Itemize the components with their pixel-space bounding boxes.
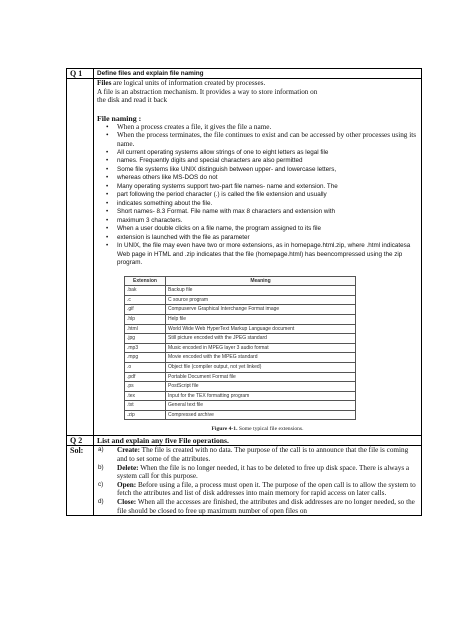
bullet-item: • whereas others like MS-DOS do not — [97, 174, 418, 183]
list-marker: b) — [98, 463, 104, 471]
q1-answer-row — [67, 79, 422, 436]
meaning-cell: C source program — [166, 295, 356, 305]
extension-cell: .html — [125, 324, 166, 334]
extension-cell: .hlp — [125, 314, 166, 324]
meaning-cell: Help file — [166, 314, 356, 324]
operation-description: The file is created with no data. The purpose of the call is to announce that the file is coming and to set some of the attributes. — [117, 446, 409, 464]
q2-answer-row — [67, 446, 422, 516]
bullet-item: • When the process terminates, the file continues to exist and can be accessed by other processes using its name. — [97, 131, 418, 148]
extension-cell: .mp3 — [125, 343, 166, 353]
table-row — [125, 305, 356, 315]
extension-cell: .jpg — [125, 334, 166, 344]
operation-description: When all the accesses are finished, the attributes and disk addresses are no longer needed, so the file should be closed to free up maximum number of open files on — [117, 498, 415, 515]
q2-question: List and explain any five File operations. — [94, 436, 422, 446]
extension-column-header: Extension — [125, 276, 166, 286]
sol-label: Sol: — [67, 446, 94, 516]
figure-caption — [97, 426, 418, 432]
table-row — [125, 343, 356, 353]
meaning-cell: Portable Document Format file — [166, 372, 356, 382]
table-row — [125, 334, 356, 344]
q1-header-row — [67, 69, 422, 79]
file-naming-list — [97, 123, 418, 268]
meaning-cell: General text file — [166, 401, 356, 411]
bullet-item: • Short names- 8.3 Format. File name with max 8 characters and extension with — [97, 208, 418, 217]
file-naming-heading: File naming : — [97, 113, 142, 123]
files-definition — [97, 79, 418, 88]
table-row — [125, 314, 356, 324]
bullet-item: • part following the period character (.) is called the file extension and usually — [97, 191, 418, 200]
figure-label: Figure 4-1. — [211, 426, 238, 433]
operation-description: Before using a file, a process must open it. The purpose of the open call is to allow the system to fetch the attributes and list of disk addresses into main memory for rapid access on later calls. — [117, 480, 416, 498]
list-marker: d) — [98, 498, 104, 506]
meaning-cell: Compressed archive — [166, 410, 356, 420]
q1-number: Q 1 — [67, 69, 94, 79]
bullet-item: • When a user double clicks on a file name, the program assigned to its file — [97, 225, 418, 234]
bullet-item: • Many operating systems support two-part file names- name and extension. The — [97, 183, 418, 192]
bullet-item: • When a process creates a file, it gives the file a name. — [97, 123, 418, 132]
file-operations-list — [97, 446, 418, 515]
extension-table-body — [125, 286, 356, 420]
extension-cell: .tex — [125, 391, 166, 401]
extension-cell: .mpg — [125, 353, 166, 363]
q1-number-spacer — [67, 79, 94, 436]
figure-caption-text: Some typical file extensions. — [237, 426, 304, 433]
operation-term: Close: — [117, 498, 137, 507]
table-row — [125, 324, 356, 334]
extension-table-header — [125, 276, 356, 286]
files-def-text: are logical units of information created by processes. — [111, 79, 266, 87]
table-row — [125, 401, 356, 411]
extension-cell: .o — [125, 362, 166, 372]
table-row — [125, 391, 356, 401]
meaning-cell: Music encoded in MPEG layer 3 audio format — [166, 343, 356, 353]
bullet-item: • In UNIX, the file may even have two or more extensions, as in homepage.html.zip, where .html indicatesa Web page in HTML and .zip indicates that the file (homepage.html) has beencompressed using the zip program. — [97, 242, 418, 268]
extension-cell: .txt — [125, 401, 166, 411]
extension-cell: .ps — [125, 382, 166, 392]
q1-answer — [94, 79, 422, 436]
operation-term: Create: — [117, 446, 141, 455]
list-item — [97, 481, 418, 498]
operation-description: When the file is no longer needed, it has to be deleted to free up disk space. There is always a system call for this purpose. — [117, 463, 410, 481]
document-page — [66, 68, 422, 516]
meaning-cell: Still picture encoded with the JPEG standard — [166, 334, 356, 344]
table-row — [125, 362, 356, 372]
list-item — [97, 446, 418, 463]
extension-table — [124, 276, 356, 421]
q1-question: Define files and explain file naming — [94, 69, 422, 79]
meaning-cell: PostScript file — [166, 382, 356, 392]
meaning-cell: Movie encoded with the MPEG standard — [166, 353, 356, 363]
table-row — [125, 295, 356, 305]
meaning-cell: Input for the TEX formatting program — [166, 391, 356, 401]
extension-cell: .zip — [125, 410, 166, 420]
q2-header-row — [67, 436, 422, 446]
bullet-item: • names. Frequently digits and special characters are also permitted — [97, 157, 418, 166]
extension-cell: .bak — [125, 286, 166, 296]
list-item — [97, 498, 418, 515]
bullet-item: • maximum 3 characters. — [97, 217, 418, 226]
list-marker: c) — [98, 480, 104, 488]
meaning-column-header: Meaning — [166, 276, 356, 286]
table-row — [125, 372, 356, 382]
operation-term: Open: — [117, 480, 137, 489]
extension-figure — [124, 276, 418, 421]
list-item — [97, 464, 418, 481]
bullet-item: • indicates something about the file. — [97, 200, 418, 209]
bullet-item: • Some file systems like UNIX distinguish between upper- and lowercase letters, — [97, 166, 418, 175]
meaning-cell: Backup file — [166, 286, 356, 296]
table-row — [125, 410, 356, 420]
extension-cell: .gif — [125, 305, 166, 315]
meaning-cell: Compuserve Graphical Interchange Format image — [166, 305, 356, 315]
list-marker: a) — [98, 446, 104, 454]
bullet-item: • extension is launched with the file as parameter — [97, 234, 418, 243]
q2-number: Q 2 — [67, 436, 94, 446]
extension-cell: .c — [125, 295, 166, 305]
q2-answer — [94, 446, 422, 516]
files-term: Files — [97, 79, 112, 87]
meaning-cell: World Wide Web HyperText Markup Language document — [166, 324, 356, 334]
table-row — [125, 382, 356, 392]
qa-table — [66, 68, 422, 516]
extension-cell: .pdf — [125, 372, 166, 382]
abstraction-line-1: A file is an abstraction mechanism. It provides a way to store information on — [97, 87, 318, 96]
table-row — [125, 286, 356, 296]
table-row — [125, 353, 356, 363]
bullet-item: • All current operating systems allow strings of one to eight letters as legal file — [97, 149, 418, 158]
abstraction-line-2: the disk and read it back — [97, 96, 168, 105]
operation-term: Delete: — [117, 463, 139, 472]
meaning-cell: Object file (compiler output, not yet linked) — [166, 362, 356, 372]
